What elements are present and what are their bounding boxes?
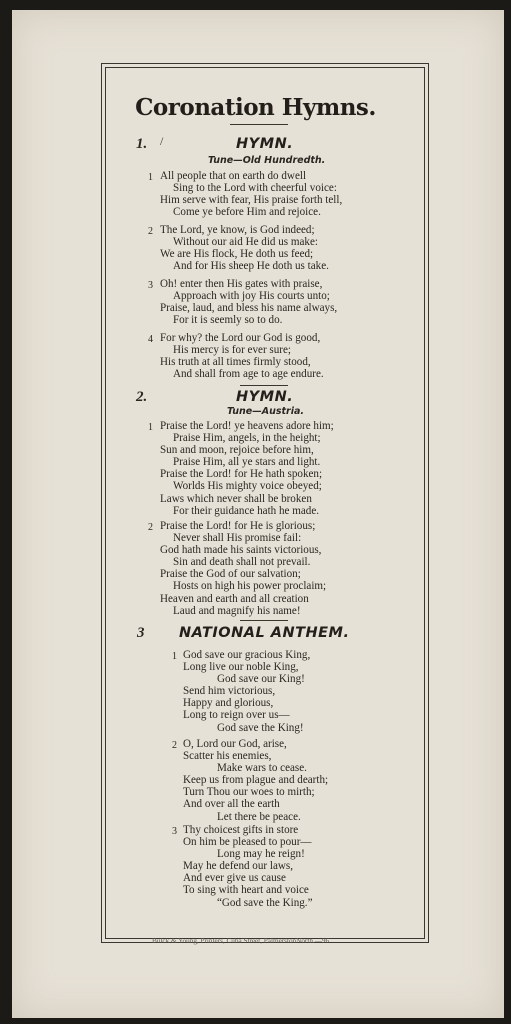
anthem-number: 3 [137, 625, 145, 641]
title-rule [230, 124, 288, 125]
page-title: Coronation Hymns. [135, 94, 376, 121]
hymn2-tune: Tune—Austria. [227, 406, 304, 417]
verse-line: Never shall His promise fail: [173, 532, 302, 545]
hymn1-heading: HYMN. [236, 136, 294, 152]
verse-line: For why? the Lord our God is good, [160, 332, 321, 344]
verse-line: Praise the Lord! for He hath spoken; [160, 468, 323, 481]
hymn1-verse2 [160, 224, 329, 272]
verse-number: 2 [148, 226, 153, 237]
verse-line: His truth at all times firmly stood, [160, 356, 311, 369]
verse-line: Send him victorious, [183, 685, 276, 698]
verse-line: Praise the Lord! ye heavens adore him; [160, 420, 334, 432]
verse-line: God hath made his saints victorious, [160, 544, 322, 557]
anthem-verse1 [183, 649, 310, 734]
verse-line: Long to reign over us— [183, 709, 290, 722]
verse-line: All people that on earth do dwell [160, 170, 307, 182]
verse-number: 3 [172, 826, 177, 837]
verse-number: 1 [148, 172, 153, 183]
hymn2-verse2 [160, 520, 326, 617]
verse-line: Come ye before Him and rejoice. [173, 206, 321, 219]
verse-line: Him serve with fear, His praise forth tell, [160, 194, 343, 207]
verse-line: We are His flock, He doth us feed; [160, 248, 314, 261]
verse-line: O, Lord our God, arise, [183, 738, 287, 750]
verse-line: Make wars to cease. [217, 762, 307, 775]
verse-line: God save our gracious King, [183, 649, 311, 661]
verse-line: God save the King! [217, 721, 304, 734]
hymn2-heading: HYMN. [236, 389, 294, 405]
hymn1-tune: Tune—Old Hundredth. [208, 155, 326, 166]
verse-line: May he defend our laws, [183, 860, 293, 873]
verse-number: 3 [148, 280, 153, 291]
verse-line: Worlds His mighty voice obeyed; [173, 480, 322, 493]
verse-line: Happy and glorious, [183, 697, 274, 710]
hymn1-verse3 [160, 278, 337, 326]
verse-line: Oh! enter then His gates with praise, [160, 278, 323, 290]
verse-line: Praise, laud, and bless his name always, [160, 302, 338, 315]
verse-line: And ever give us cause [183, 872, 286, 885]
verse-line: Praise Him, all ye stars and light. [173, 456, 321, 469]
verse-line: Sin and death shall not prevail. [173, 556, 311, 569]
section-rule [240, 620, 288, 621]
printer-imprint: Bulck & Young, Printers, Cuba Street, PalmerstonNorth.—96 [152, 937, 330, 945]
verse-line: Laud and magnify his name! [173, 604, 301, 617]
verse-line: Praise the Lord! for He is glorious; [160, 520, 316, 532]
verse-line: Without our aid He did us make: [173, 236, 318, 249]
verse-line: Sing to the Lord with cheerful voice: [173, 182, 337, 195]
anthem-verse3 [183, 824, 313, 909]
hymn2-verse1 [160, 420, 334, 517]
anthem-heading: NATIONAL ANTHEM. [179, 625, 350, 641]
verse-line: Keep us from plague and dearth; [183, 774, 329, 787]
verse-number: 1 [148, 422, 153, 433]
verse-number: 1 [172, 651, 177, 662]
verse-line: Turn Thou our woes to mirth; [183, 786, 315, 799]
anthem-verse2 [183, 738, 328, 823]
verse-line: Approach with joy His courts unto; [173, 290, 330, 303]
hymn1-number: 1. [136, 136, 148, 152]
verse-line: Laws which never shall be broken [160, 492, 312, 505]
verse-line: Praise the God of our salvation; [160, 568, 301, 581]
verse-line: Scatter his enemies, [183, 750, 272, 763]
verse-line: Hosts on high his power proclaim; [173, 580, 327, 593]
verse-line: Thy choicest gifts in store [183, 824, 299, 836]
verse-line: Let there be peace. [217, 810, 301, 823]
verse-line: Long live our noble King, [183, 661, 299, 674]
verse-line: Heaven and earth and all creation [160, 592, 309, 605]
hymn1-verse4 [160, 332, 324, 380]
verse-line: “God save the King.” [217, 896, 313, 909]
verse-line: Praise Him, angels, in the height; [173, 432, 321, 445]
verse-line: For it is seemly so to do. [173, 314, 283, 327]
verse-line: The Lord, ye know, is God indeed; [160, 224, 315, 236]
verse-line: And over all the earth [183, 798, 280, 811]
verse-line: And shall from age to age endure. [173, 368, 324, 381]
verse-line: His mercy is for ever sure; [173, 344, 291, 357]
pen-mark: / [160, 134, 164, 148]
section-rule [240, 385, 288, 386]
verse-number: 4 [148, 334, 153, 345]
hymn2-number: 2. [136, 389, 148, 405]
verse-line: And for His sheep He doth us take. [173, 260, 329, 273]
verse-number: 2 [148, 522, 153, 533]
verse-line: On him be pleased to pour— [183, 836, 312, 849]
verse-line: For their guidance hath he made. [173, 504, 320, 517]
verse-line: God save our King! [217, 673, 305, 686]
verse-line: Sun and moon, rejoice before him, [160, 444, 314, 457]
verse-line: Long may he reign! [217, 848, 305, 861]
hymn1-verse1 [160, 170, 342, 218]
verse-line: To sing with heart and voice [183, 884, 309, 897]
verse-number: 2 [172, 740, 177, 751]
